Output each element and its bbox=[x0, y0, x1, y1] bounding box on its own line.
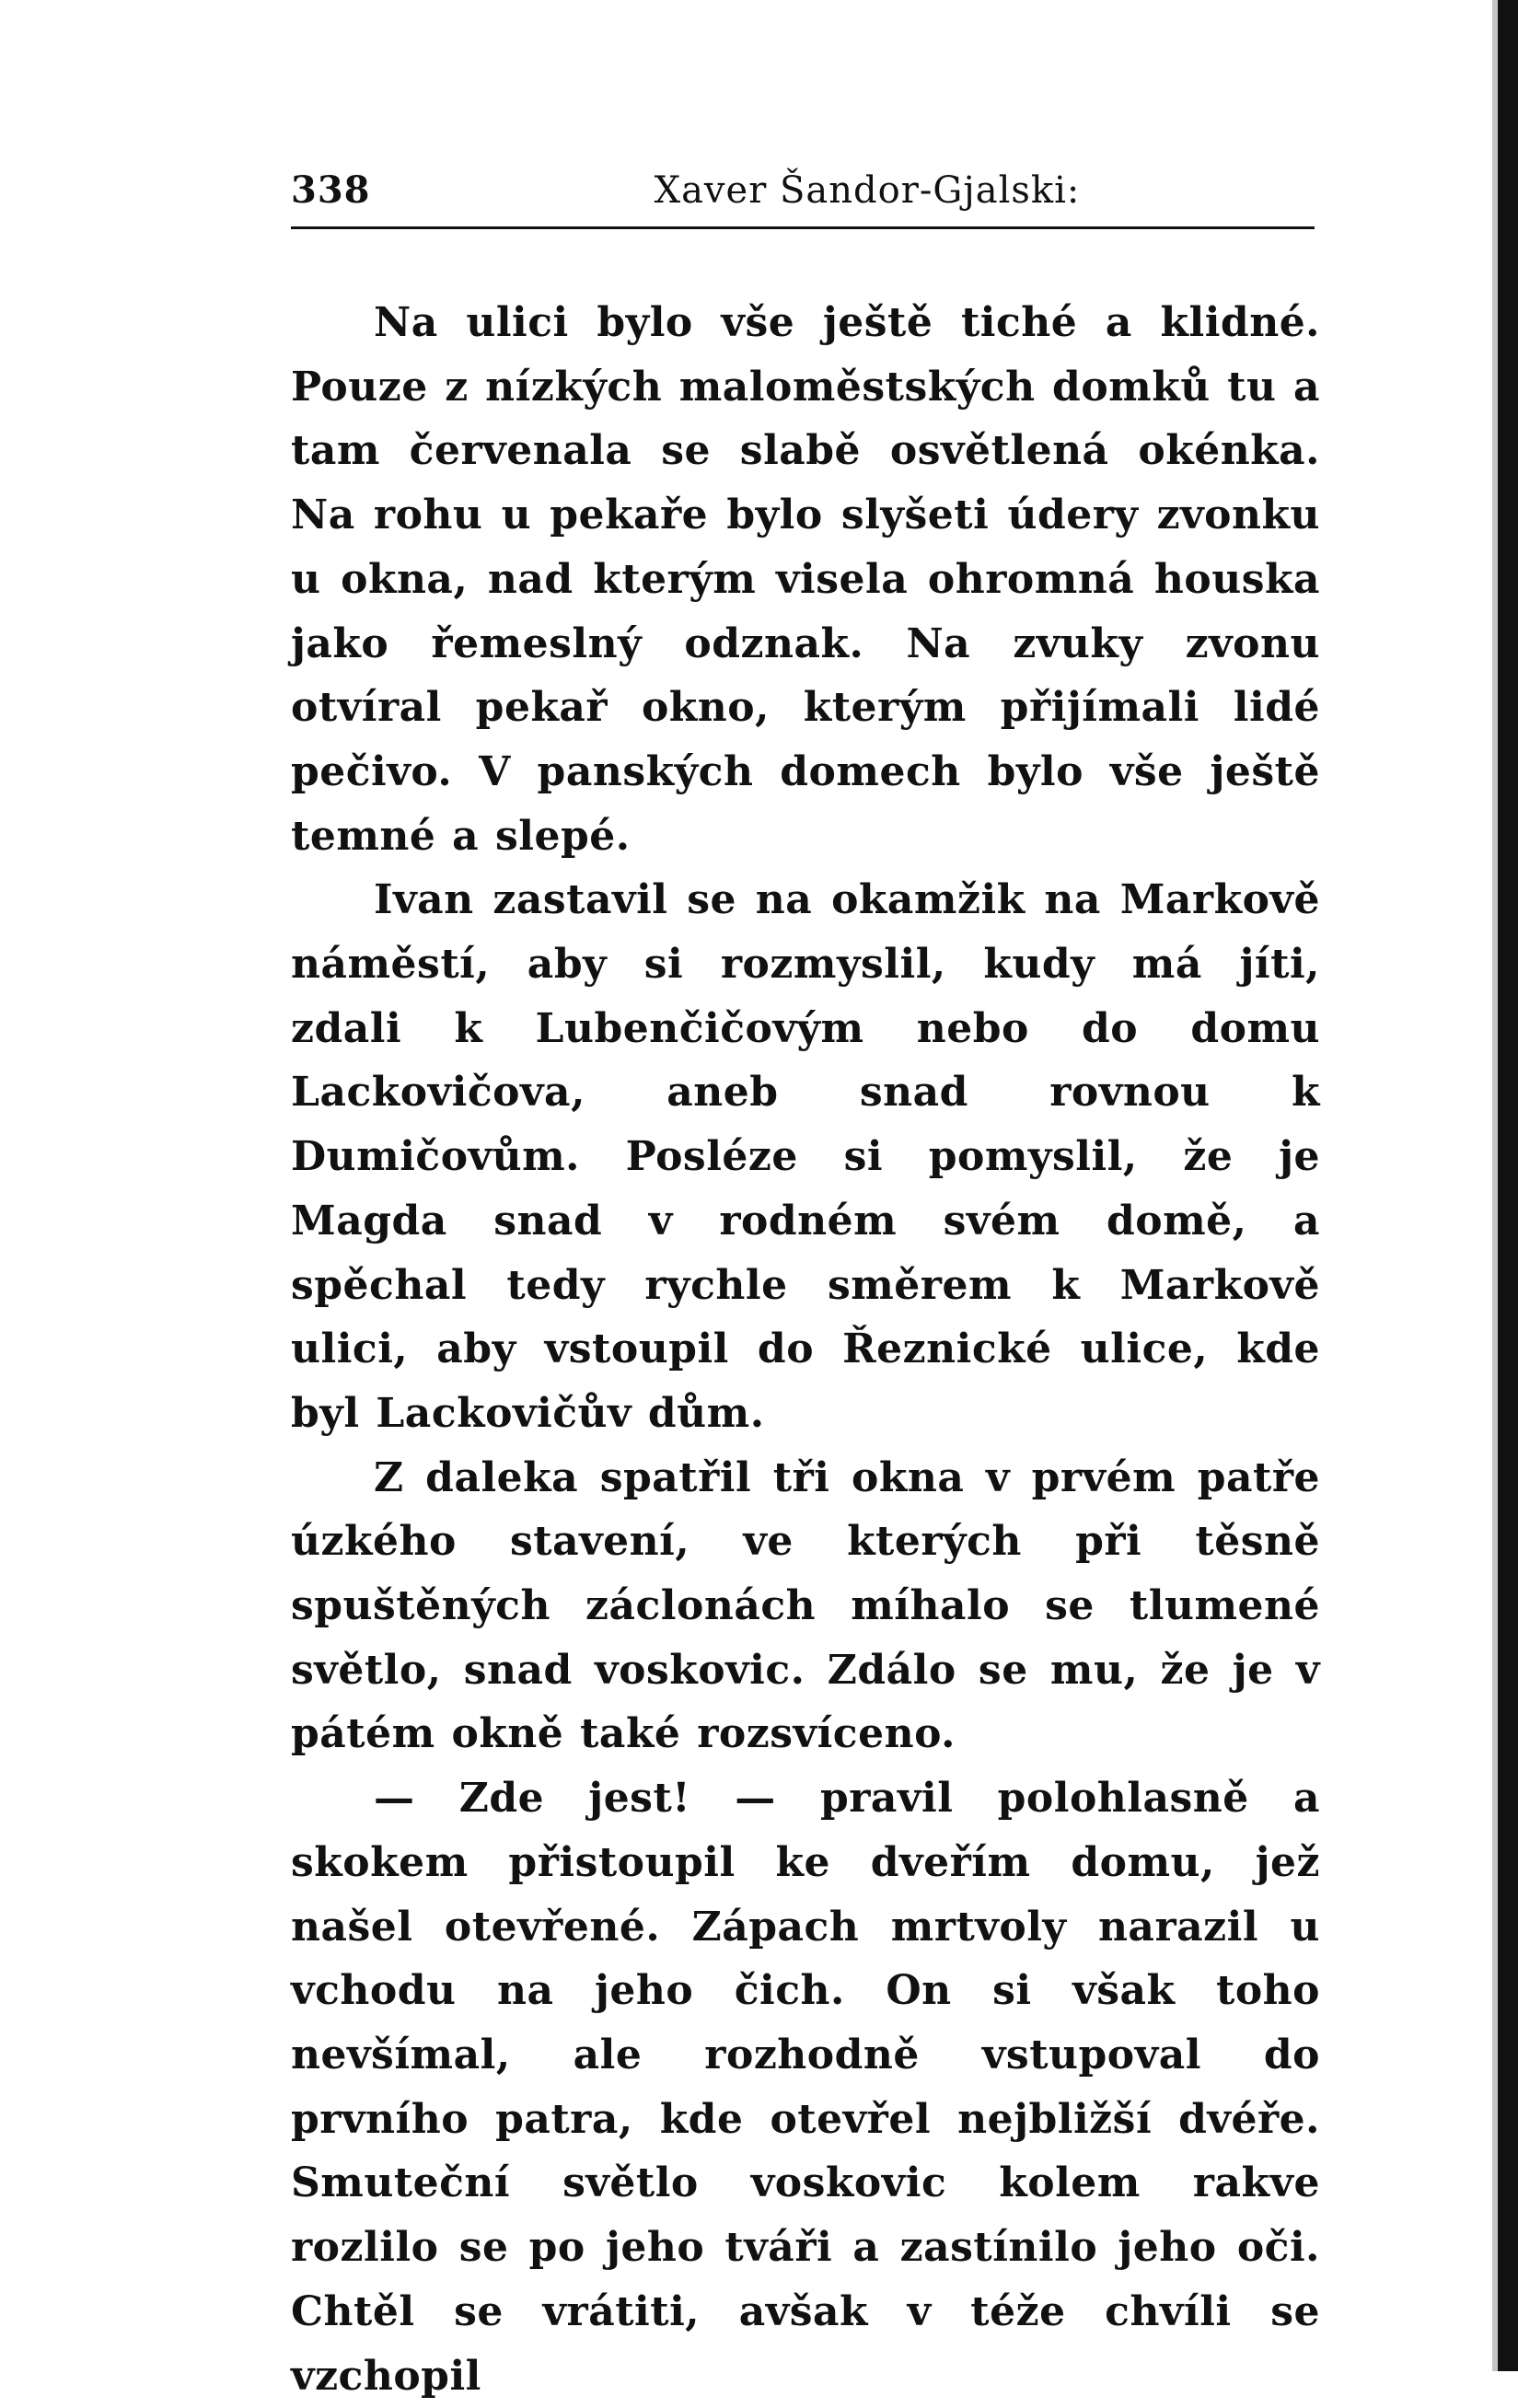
paragraph-4: — Zde jest! — pravil polohlasně a skokem přistoupil ke dveřím domu, jež našel otevřené. Zápach mrtvoly narazil u vchodu na jeho čich. On si však toho nevšímal, ale rozhodně vstupoval do prvního patra, kde otevřel nejbližší dvéře. Smuteční světlo voskovic kolem rakve rozlilo se po jeho tváři a zastínilo jeho oči. Chtěl se vrátiti, avšak v téže chvíli se vzchopil bbox=[291, 1775, 1320, 2400]
book-binding-edge bbox=[1498, 0, 1518, 2371]
paragraph-1: Na ulici bylo vše ještě tiché a klidné. Pouze z nízkých maloměstských domků tu a tam červenala se slabě osvětlená okénka. Na rohu u pekaře bylo slyšeti údery zvonku u okna, nad kterým visela ohromná houska jako řemeslný odznak. Na zvuky zvonu otvíral pekař okno, kterým přijímali lidé pečivo. V panských domech bylo vše ještě temné a slepé. bbox=[291, 299, 1320, 860]
running-title: Xaver Šandor-Gjalski: bbox=[654, 169, 1081, 212]
page-number: 338 bbox=[291, 168, 371, 212]
paragraph-2: Ivan zastavil se na okamžik na Markově náměstí, aby si rozmyslil, kudy má jíti, zdali k Lubenčičovým nebo do domu Lackovičova, aneb snad rovnou k Dumičovům. Posléze si pomyslil, že je Magda snad v rodném svém domě, a spěchal tedy rychle směrem k Markově ulici, aby vstoupil do Řeznické ulice, kde byl Lackovičův dům. bbox=[291, 876, 1320, 1437]
paragraph-3: Z daleka spatřil tři okna v prvém patře úzkého stavení, ve kterých při těsně spuštěných záclonách míhalo se tlumené světlo, snad voskovic. Zdálo se mu, že je v pátém okně také rozsvíceno. bbox=[291, 1453, 1320, 1758]
header-rule bbox=[291, 226, 1315, 229]
page-header bbox=[291, 158, 1315, 223]
body-text bbox=[291, 291, 1320, 2408]
